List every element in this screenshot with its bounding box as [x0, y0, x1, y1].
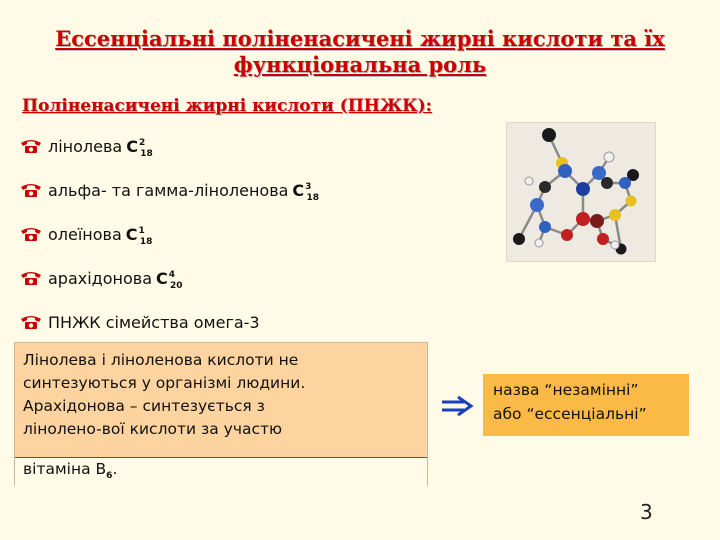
telephone-icon [20, 314, 42, 330]
title-line-1: Ессенціальні поліненасичені жирні кислоти та їх [55, 26, 665, 51]
acid-formula: С $^2$ $_{18}$ [126, 137, 153, 159]
list-item [20, 176, 319, 203]
essential-line: або “ессенціальні” [493, 405, 647, 423]
telephone-icon [20, 226, 42, 242]
acid-name: лінолева [48, 137, 123, 156]
list-item [20, 220, 319, 247]
note-line: вітаміна $В_6$. [23, 460, 118, 482]
note-text [23, 349, 423, 441]
molecule-model-drawing [507, 123, 655, 261]
list-item [20, 132, 319, 159]
note-line: Арахідонова – синтезується з [23, 397, 265, 415]
acid-list [20, 132, 319, 352]
list-item [20, 308, 319, 332]
telephone-icon [20, 138, 42, 154]
slide-title [20, 26, 700, 78]
molecule-model-image [506, 122, 656, 262]
acid-name: арахідонова [48, 269, 153, 288]
telephone-icon [20, 270, 42, 286]
telephone-icon [20, 182, 42, 198]
subheading: Поліненасичені жирні кислоти (ПНЖК): [22, 96, 432, 116]
title-line-2: функціональна роль [233, 52, 487, 77]
acid-name: олеїнова [48, 225, 122, 244]
essential-name-box [483, 374, 689, 436]
acid-formula: С $^3$ $_{18}$ [292, 181, 319, 203]
acid-formula: С $^4$ $_{20}$ [156, 269, 183, 291]
double-right-arrow-icon [440, 395, 474, 417]
acid-formula: С $^1$ $_{18}$ [125, 225, 153, 247]
note-line: синтезуються у організмі людини. [23, 374, 306, 392]
note-line: Лінолева і ліноленова кислоти не [23, 351, 299, 369]
essential-line: назва “незамінні” [493, 381, 639, 399]
page-number: 3 [640, 500, 653, 524]
acid-name: ПНЖК сімейства омега-3 [48, 313, 260, 332]
note-box [14, 342, 428, 486]
note-line: ліноленo-вої кислоти за участю [23, 420, 283, 438]
list-item [20, 264, 319, 291]
acid-name: альфа- та гамма-ліноленова [48, 181, 289, 200]
